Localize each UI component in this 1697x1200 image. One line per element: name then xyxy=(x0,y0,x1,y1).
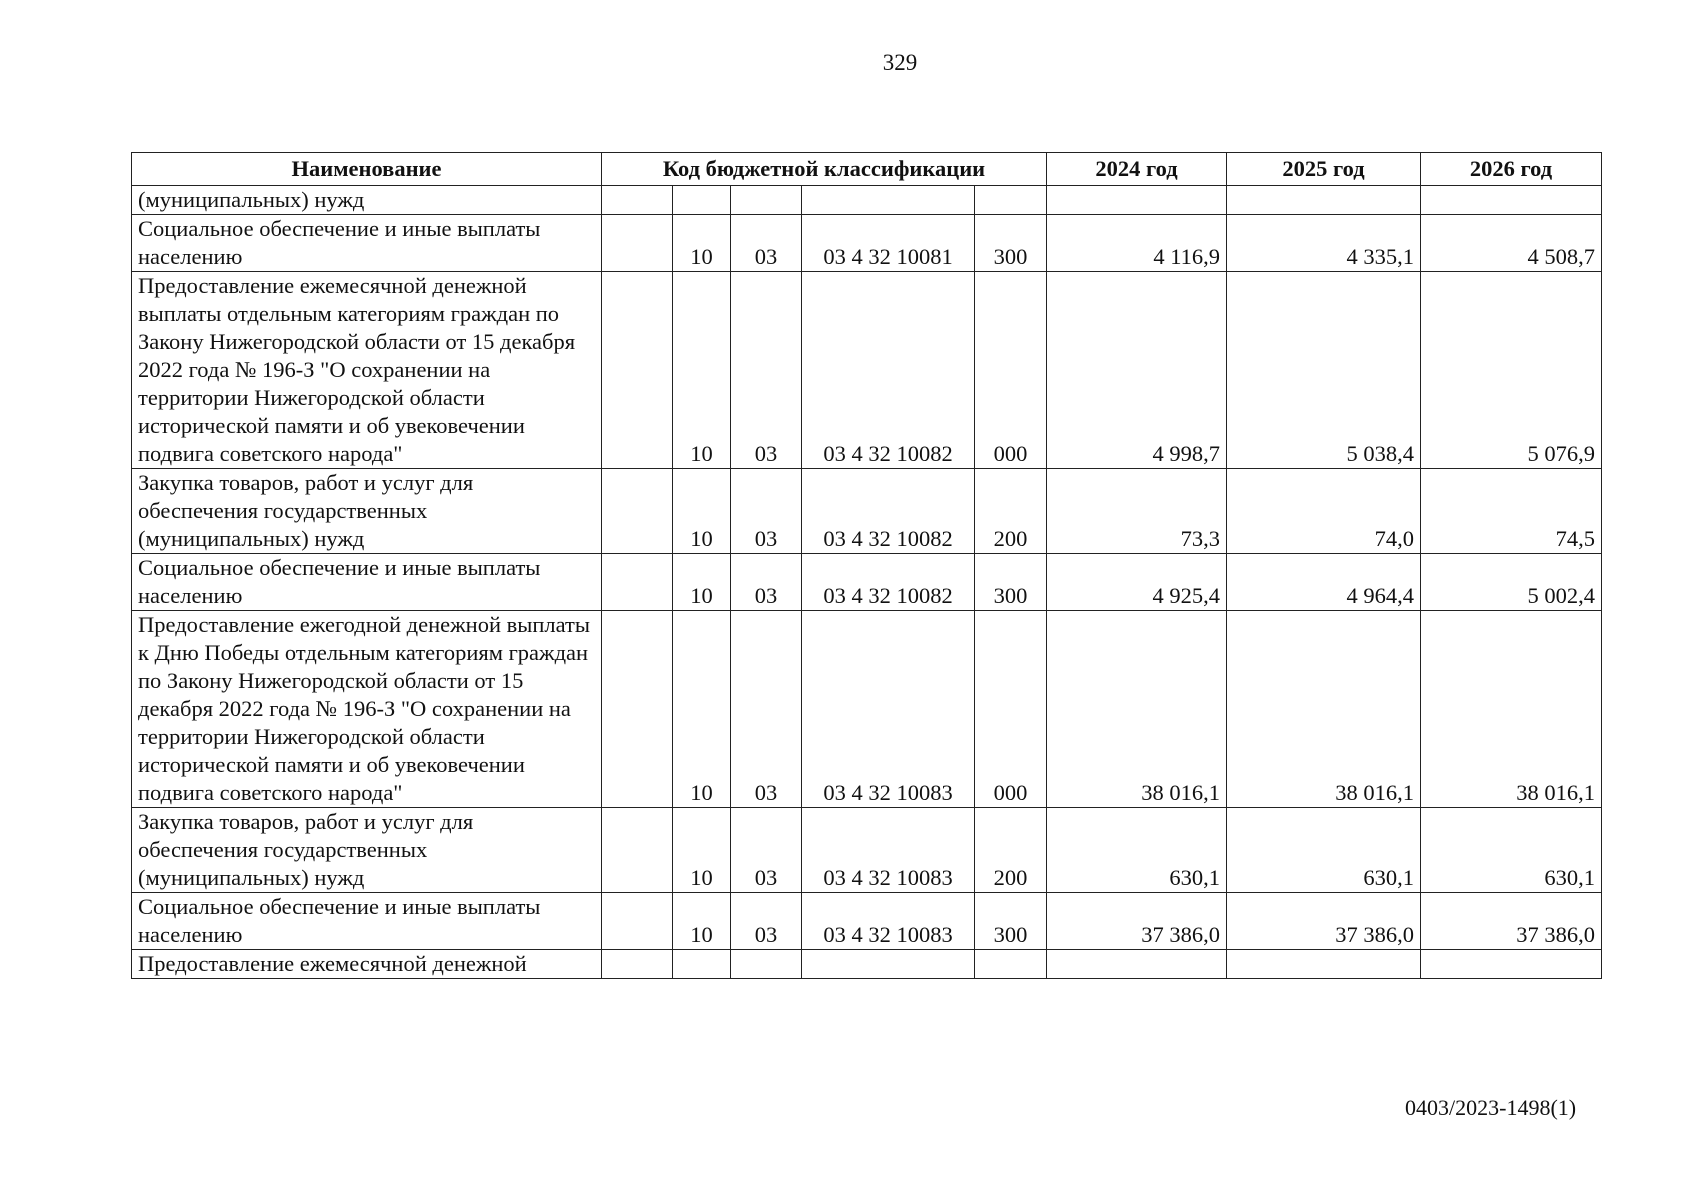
amount-2024-cell: 38 016,1 xyxy=(1047,611,1227,808)
table-row xyxy=(132,272,1602,469)
budget-table xyxy=(131,152,1602,979)
subsection-code-cell: 03 xyxy=(731,554,802,611)
empty-cell xyxy=(602,215,673,272)
table-row xyxy=(132,611,1602,808)
amount-2025-cell xyxy=(1227,186,1421,215)
expense-type-code-cell: 300 xyxy=(975,215,1047,272)
amount-2025-cell: 5 038,4 xyxy=(1227,272,1421,469)
header-2026: 2026 год xyxy=(1421,153,1602,186)
table-row xyxy=(132,215,1602,272)
target-article-code-cell xyxy=(802,186,975,215)
name-cell: Социальное обеспечение и иные выплаты населению xyxy=(132,554,602,611)
subsection-code-cell: 03 xyxy=(731,215,802,272)
subsection-code-cell: 03 xyxy=(731,611,802,808)
document-code: 0403/2023-1498(1) xyxy=(1405,1095,1577,1120)
header-2024: 2024 год xyxy=(1047,153,1227,186)
amount-2026-cell: 5 002,4 xyxy=(1421,554,1602,611)
amount-2026-cell: 5 076,9 xyxy=(1421,272,1602,469)
amount-2024-cell: 4 998,7 xyxy=(1047,272,1227,469)
expense-type-code-cell xyxy=(975,186,1047,215)
name-cell: Закупка товаров, работ и услуг для обеспечения государственных (муниципальных) нужд xyxy=(132,808,602,893)
table-row xyxy=(132,186,1602,215)
target-article-code-cell: 03 4 32 10082 xyxy=(802,469,975,554)
name-cell: Социальное обеспечение и иные выплаты населению xyxy=(132,893,602,950)
expense-type-code-cell: 200 xyxy=(975,808,1047,893)
table-row xyxy=(132,469,1602,554)
subsection-code-cell: 03 xyxy=(731,469,802,554)
amount-2026-cell: 37 386,0 xyxy=(1421,893,1602,950)
amount-2026-cell xyxy=(1421,186,1602,215)
amount-2024-cell xyxy=(1047,186,1227,215)
amount-2026-cell: 38 016,1 xyxy=(1421,611,1602,808)
amount-2024-cell: 73,3 xyxy=(1047,469,1227,554)
name-cell: Социальное обеспечение и иные выплаты населению xyxy=(132,215,602,272)
name-cell: Предоставление ежемесячной денежной xyxy=(132,950,602,979)
amount-2024-cell: 4 116,9 xyxy=(1047,215,1227,272)
amount-2025-cell: 37 386,0 xyxy=(1227,893,1421,950)
expense-type-code-cell: 300 xyxy=(975,554,1047,611)
page-number: 329 xyxy=(882,50,918,75)
header-code: Код бюджетной классификации xyxy=(602,153,1047,186)
subsection-code-cell xyxy=(731,950,802,979)
empty-cell xyxy=(602,611,673,808)
empty-cell xyxy=(602,893,673,950)
amount-2025-cell: 74,0 xyxy=(1227,469,1421,554)
section-code-cell xyxy=(673,950,731,979)
empty-cell xyxy=(602,186,673,215)
table-body xyxy=(132,186,1602,979)
section-code-cell: 10 xyxy=(673,469,731,554)
table-row xyxy=(132,554,1602,611)
empty-cell xyxy=(602,272,673,469)
expense-type-code-cell: 300 xyxy=(975,893,1047,950)
expense-type-code-cell: 200 xyxy=(975,469,1047,554)
target-article-code-cell: 03 4 32 10083 xyxy=(802,893,975,950)
target-article-code-cell: 03 4 32 10083 xyxy=(802,611,975,808)
empty-cell xyxy=(602,469,673,554)
empty-cell xyxy=(602,554,673,611)
header-2025: 2025 год xyxy=(1227,153,1421,186)
amount-2024-cell: 4 925,4 xyxy=(1047,554,1227,611)
section-code-cell: 10 xyxy=(673,893,731,950)
table-header-row xyxy=(132,153,1602,186)
target-article-code-cell: 03 4 32 10081 xyxy=(802,215,975,272)
section-code-cell: 10 xyxy=(673,272,731,469)
section-code-cell: 10 xyxy=(673,611,731,808)
name-cell: Предоставление ежемесячной денежной выплаты отдельным категориям граждан по Закону Нижегородской области от 15 декабря 2022 года № 196-З "О сохранении на территории Нижегородской области исторической памяти и об увековечении подвига советского народа" xyxy=(132,272,602,469)
amount-2026-cell xyxy=(1421,950,1602,979)
table-row xyxy=(132,893,1602,950)
amount-2026-cell: 4 508,7 xyxy=(1421,215,1602,272)
amount-2025-cell xyxy=(1227,950,1421,979)
amount-2025-cell: 4 335,1 xyxy=(1227,215,1421,272)
amount-2025-cell: 4 964,4 xyxy=(1227,554,1421,611)
empty-cell xyxy=(602,808,673,893)
expense-type-code-cell xyxy=(975,950,1047,979)
section-code-cell xyxy=(673,186,731,215)
amount-2026-cell: 74,5 xyxy=(1421,469,1602,554)
target-article-code-cell: 03 4 32 10082 xyxy=(802,554,975,611)
table-row xyxy=(132,808,1602,893)
amount-2024-cell xyxy=(1047,950,1227,979)
subsection-code-cell: 03 xyxy=(731,893,802,950)
amount-2026-cell: 630,1 xyxy=(1421,808,1602,893)
header-name: Наименование xyxy=(132,153,602,186)
section-code-cell: 10 xyxy=(673,808,731,893)
expense-type-code-cell: 000 xyxy=(975,611,1047,808)
subsection-code-cell: 03 xyxy=(731,808,802,893)
target-article-code-cell: 03 4 32 10083 xyxy=(802,808,975,893)
subsection-code-cell: 03 xyxy=(731,272,802,469)
name-cell: Предоставление ежегодной денежной выплаты к Дню Победы отдельным категориям граждан по Закону Нижегородской области от 15 декабря 2022 года № 196-З "О сохранении на территории Нижегородской области исторической памяти и об увековечении подвига советского народа" xyxy=(132,611,602,808)
amount-2024-cell: 37 386,0 xyxy=(1047,893,1227,950)
amount-2025-cell: 630,1 xyxy=(1227,808,1421,893)
table-row xyxy=(132,950,1602,979)
amount-2025-cell: 38 016,1 xyxy=(1227,611,1421,808)
name-cell: Закупка товаров, работ и услуг для обеспечения государственных (муниципальных) нужд xyxy=(132,469,602,554)
amount-2024-cell: 630,1 xyxy=(1047,808,1227,893)
empty-cell xyxy=(602,950,673,979)
section-code-cell: 10 xyxy=(673,554,731,611)
subsection-code-cell xyxy=(731,186,802,215)
target-article-code-cell: 03 4 32 10082 xyxy=(802,272,975,469)
section-code-cell: 10 xyxy=(673,215,731,272)
expense-type-code-cell: 000 xyxy=(975,272,1047,469)
name-cell: (муниципальных) нужд xyxy=(132,186,602,215)
target-article-code-cell xyxy=(802,950,975,979)
